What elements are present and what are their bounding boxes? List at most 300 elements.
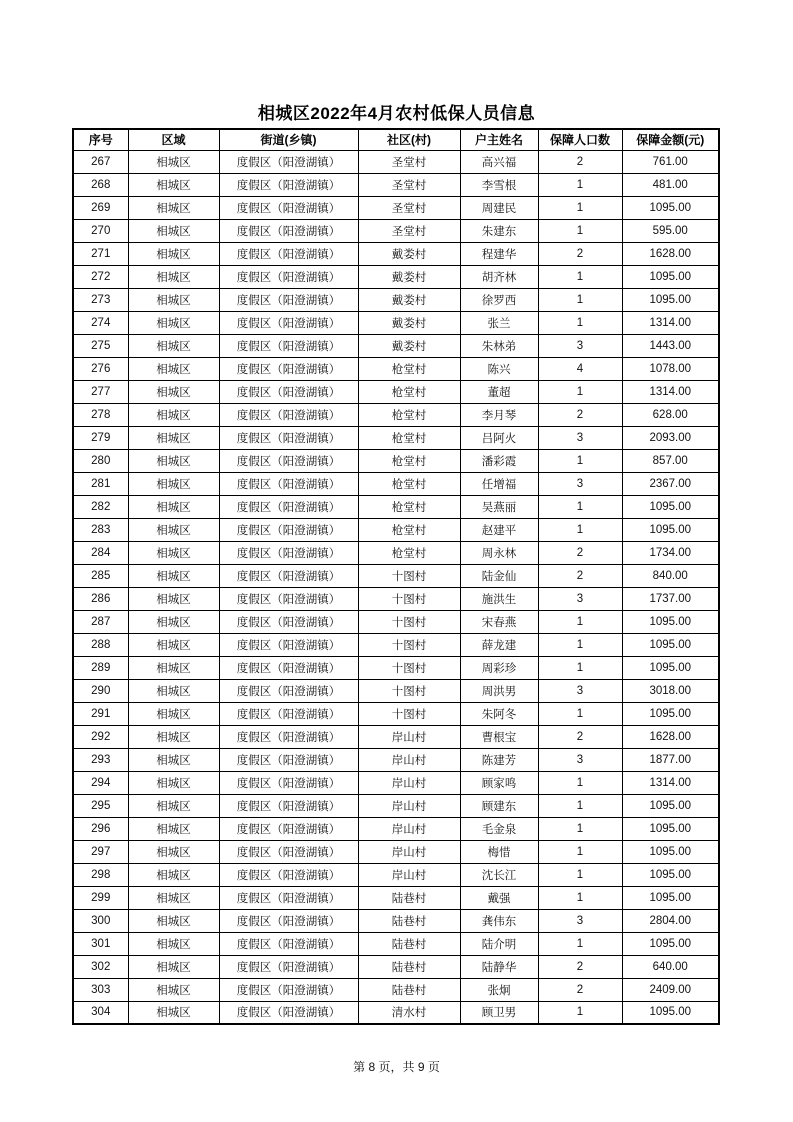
table-row — [73, 426, 719, 449]
table-cell: 1 — [538, 656, 622, 679]
table-cell: 280 — [73, 449, 128, 472]
table-cell: 2 — [538, 541, 622, 564]
table-row — [73, 702, 719, 725]
table-cell: 枪堂村 — [358, 426, 460, 449]
table-cell: 相城区 — [128, 863, 219, 886]
table-cell: 857.00 — [622, 449, 719, 472]
table-cell: 宋春燕 — [460, 610, 538, 633]
table-cell: 1095.00 — [622, 1001, 719, 1024]
table-row — [73, 587, 719, 610]
column-header: 保障金额(元) — [622, 129, 719, 150]
table-cell: 2 — [538, 725, 622, 748]
table-row — [73, 449, 719, 472]
table-cell: 相城区 — [128, 932, 219, 955]
table-cell: 4 — [538, 357, 622, 380]
table-cell: 3 — [538, 909, 622, 932]
table-cell: 291 — [73, 702, 128, 725]
table-cell: 度假区（阳澄湖镇） — [219, 794, 358, 817]
table-cell: 628.00 — [622, 403, 719, 426]
table-cell: 3 — [538, 334, 622, 357]
table-cell: 293 — [73, 748, 128, 771]
table-row — [73, 932, 719, 955]
table-cell: 张兰 — [460, 311, 538, 334]
table-cell: 1095.00 — [622, 633, 719, 656]
table-cell: 陆金仙 — [460, 564, 538, 587]
table-cell: 274 — [73, 311, 128, 334]
table-cell: 302 — [73, 955, 128, 978]
table-cell: 相城区 — [128, 725, 219, 748]
table-cell: 相城区 — [128, 656, 219, 679]
table-cell: 度假区（阳澄湖镇） — [219, 541, 358, 564]
table-cell: 290 — [73, 679, 128, 702]
table-cell: 269 — [73, 196, 128, 219]
table-cell: 277 — [73, 380, 128, 403]
table-row — [73, 1001, 719, 1024]
table-cell: 相城区 — [128, 495, 219, 518]
table-cell: 顾建东 — [460, 794, 538, 817]
table-cell: 潘彩霞 — [460, 449, 538, 472]
table-cell: 度假区（阳澄湖镇） — [219, 518, 358, 541]
table-cell: 岸山村 — [358, 817, 460, 840]
table-cell: 赵建平 — [460, 518, 538, 541]
table-cell: 300 — [73, 909, 128, 932]
table-cell: 1 — [538, 771, 622, 794]
table-cell: 度假区（阳澄湖镇） — [219, 656, 358, 679]
table-cell: 相城区 — [128, 288, 219, 311]
table-cell: 陆巷村 — [358, 909, 460, 932]
table-cell: 相城区 — [128, 587, 219, 610]
table-cell: 282 — [73, 495, 128, 518]
table-cell: 度假区（阳澄湖镇） — [219, 426, 358, 449]
table-cell: 朱林弟 — [460, 334, 538, 357]
table-cell: 圣堂村 — [358, 219, 460, 242]
table-cell: 圣堂村 — [358, 196, 460, 219]
table-cell: 相城区 — [128, 1001, 219, 1024]
table-cell: 十图村 — [358, 610, 460, 633]
table-cell: 279 — [73, 426, 128, 449]
table-cell: 施洪生 — [460, 587, 538, 610]
table-cell: 1628.00 — [622, 725, 719, 748]
table-cell: 相城区 — [128, 334, 219, 357]
table-body — [73, 150, 719, 1024]
table-cell: 3 — [538, 472, 622, 495]
table-cell: 294 — [73, 771, 128, 794]
table-row — [73, 978, 719, 1001]
table-cell: 戴娄村 — [358, 288, 460, 311]
table-row — [73, 656, 719, 679]
table-cell: 1314.00 — [622, 311, 719, 334]
table-cell: 龚伟东 — [460, 909, 538, 932]
table-cell: 1095.00 — [622, 886, 719, 909]
table-cell: 度假区（阳澄湖镇） — [219, 357, 358, 380]
table-row — [73, 863, 719, 886]
table-cell: 相城区 — [128, 679, 219, 702]
table-cell: 岸山村 — [358, 794, 460, 817]
table-row — [73, 403, 719, 426]
table-cell: 276 — [73, 357, 128, 380]
table-cell: 1095.00 — [622, 495, 719, 518]
table-cell: 275 — [73, 334, 128, 357]
table-cell: 3018.00 — [622, 679, 719, 702]
table-cell: 度假区（阳澄湖镇） — [219, 886, 358, 909]
table-row — [73, 150, 719, 173]
table-cell: 1 — [538, 817, 622, 840]
table-cell: 枪堂村 — [358, 380, 460, 403]
table-cell: 281 — [73, 472, 128, 495]
table-cell: 481.00 — [622, 173, 719, 196]
table-cell: 度假区（阳澄湖镇） — [219, 219, 358, 242]
table-row — [73, 633, 719, 656]
table-row — [73, 840, 719, 863]
table-cell: 1314.00 — [622, 380, 719, 403]
table-cell: 304 — [73, 1001, 128, 1024]
table-row — [73, 909, 719, 932]
table-cell: 2367.00 — [622, 472, 719, 495]
table-cell: 相城区 — [128, 472, 219, 495]
table-cell: 十图村 — [358, 564, 460, 587]
table-cell: 295 — [73, 794, 128, 817]
table-cell: 2409.00 — [622, 978, 719, 1001]
table-cell: 2 — [538, 978, 622, 1001]
table-row — [73, 173, 719, 196]
table-cell: 2 — [538, 403, 622, 426]
table-cell: 相城区 — [128, 242, 219, 265]
table-cell: 相城区 — [128, 794, 219, 817]
table-cell: 1877.00 — [622, 748, 719, 771]
table-cell: 1 — [538, 794, 622, 817]
table-cell: 吴燕丽 — [460, 495, 538, 518]
table-cell: 283 — [73, 518, 128, 541]
column-header: 保障人口数 — [538, 129, 622, 150]
table-cell: 周建民 — [460, 196, 538, 219]
table-cell: 相城区 — [128, 311, 219, 334]
table-cell: 度假区（阳澄湖镇） — [219, 150, 358, 173]
table-cell: 戴娄村 — [358, 242, 460, 265]
table-cell: 度假区（阳澄湖镇） — [219, 955, 358, 978]
table-cell: 1 — [538, 518, 622, 541]
table-cell: 圣堂村 — [358, 173, 460, 196]
table-cell: 枪堂村 — [358, 541, 460, 564]
table-row — [73, 955, 719, 978]
table-cell: 相城区 — [128, 817, 219, 840]
table-cell: 1 — [538, 886, 622, 909]
table-cell: 297 — [73, 840, 128, 863]
table-cell: 1095.00 — [622, 863, 719, 886]
table-cell: 度假区（阳澄湖镇） — [219, 472, 358, 495]
table-cell: 度假区（阳澄湖镇） — [219, 449, 358, 472]
table-cell: 度假区（阳澄湖镇） — [219, 702, 358, 725]
table-cell: 1 — [538, 495, 622, 518]
column-header: 序号 — [73, 129, 128, 150]
table-cell: 1628.00 — [622, 242, 719, 265]
table-cell: 相城区 — [128, 265, 219, 288]
table-cell: 陆静华 — [460, 955, 538, 978]
table-cell: 顾卫男 — [460, 1001, 538, 1024]
table-cell: 枪堂村 — [358, 518, 460, 541]
table-cell: 1 — [538, 449, 622, 472]
table-row — [73, 288, 719, 311]
table-cell: 陆巷村 — [358, 978, 460, 1001]
table-row — [73, 265, 719, 288]
table-cell: 度假区（阳澄湖镇） — [219, 771, 358, 794]
table-cell: 张炯 — [460, 978, 538, 1001]
table-cell: 相城区 — [128, 771, 219, 794]
table-row — [73, 541, 719, 564]
table-cell: 1 — [538, 311, 622, 334]
table-cell: 289 — [73, 656, 128, 679]
table-cell: 相城区 — [128, 610, 219, 633]
table-row — [73, 380, 719, 403]
table-cell: 1734.00 — [622, 541, 719, 564]
table-cell: 1 — [538, 1001, 622, 1024]
table-cell: 度假区（阳澄湖镇） — [219, 748, 358, 771]
table-cell: 1 — [538, 610, 622, 633]
table-cell: 1095.00 — [622, 265, 719, 288]
table-cell: 1095.00 — [622, 932, 719, 955]
table-cell: 清水村 — [358, 1001, 460, 1024]
table-cell: 595.00 — [622, 219, 719, 242]
table-cell: 1095.00 — [622, 518, 719, 541]
table-cell: 840.00 — [622, 564, 719, 587]
table-cell: 度假区（阳澄湖镇） — [219, 679, 358, 702]
table-cell: 度假区（阳澄湖镇） — [219, 863, 358, 886]
table-cell: 2 — [538, 564, 622, 587]
table-cell: 相城区 — [128, 702, 219, 725]
table-cell: 1078.00 — [622, 357, 719, 380]
table-cell: 1 — [538, 633, 622, 656]
table-cell: 圣堂村 — [358, 150, 460, 173]
table-cell: 1095.00 — [622, 794, 719, 817]
table-cell: 286 — [73, 587, 128, 610]
table-cell: 徐罗西 — [460, 288, 538, 311]
table-cell: 沈长江 — [460, 863, 538, 886]
table-cell: 度假区（阳澄湖镇） — [219, 840, 358, 863]
table-cell: 枪堂村 — [358, 472, 460, 495]
table-cell: 度假区（阳澄湖镇） — [219, 173, 358, 196]
table-cell: 度假区（阳澄湖镇） — [219, 909, 358, 932]
table-cell: 周彩珍 — [460, 656, 538, 679]
table-cell: 度假区（阳澄湖镇） — [219, 587, 358, 610]
table-cell: 相城区 — [128, 426, 219, 449]
table-row — [73, 725, 719, 748]
table-row — [73, 334, 719, 357]
table-cell: 薛龙建 — [460, 633, 538, 656]
table-cell: 梅惜 — [460, 840, 538, 863]
table-cell: 298 — [73, 863, 128, 886]
table-cell: 3 — [538, 748, 622, 771]
table-cell: 岸山村 — [358, 863, 460, 886]
table-cell: 李月琴 — [460, 403, 538, 426]
table-cell: 2093.00 — [622, 426, 719, 449]
table-cell: 枪堂村 — [358, 449, 460, 472]
table-cell: 度假区（阳澄湖镇） — [219, 817, 358, 840]
table-cell: 戴娄村 — [358, 334, 460, 357]
table-cell: 度假区（阳澄湖镇） — [219, 725, 358, 748]
table-cell: 度假区（阳澄湖镇） — [219, 288, 358, 311]
table-cell: 周永林 — [460, 541, 538, 564]
table-row — [73, 610, 719, 633]
table-cell: 2804.00 — [622, 909, 719, 932]
table-cell: 761.00 — [622, 150, 719, 173]
table-row — [73, 196, 719, 219]
table-cell: 1095.00 — [622, 840, 719, 863]
table-cell: 2 — [538, 150, 622, 173]
table-cell: 相城区 — [128, 633, 219, 656]
table-cell: 1 — [538, 932, 622, 955]
table-row — [73, 357, 719, 380]
table-row — [73, 679, 719, 702]
table-cell: 度假区（阳澄湖镇） — [219, 932, 358, 955]
table-row — [73, 472, 719, 495]
table-row — [73, 219, 719, 242]
table-cell: 2 — [538, 242, 622, 265]
table-cell: 1095.00 — [622, 288, 719, 311]
table-row — [73, 242, 719, 265]
table-cell: 相城区 — [128, 564, 219, 587]
table-cell: 1 — [538, 265, 622, 288]
table-cell: 周洪男 — [460, 679, 538, 702]
table-cell: 278 — [73, 403, 128, 426]
table-row — [73, 748, 719, 771]
table-cell: 相城区 — [128, 541, 219, 564]
table-cell: 度假区（阳澄湖镇） — [219, 380, 358, 403]
table-cell: 戴娄村 — [358, 265, 460, 288]
table-cell: 相城区 — [128, 978, 219, 1001]
table-cell: 戴娄村 — [358, 311, 460, 334]
table-cell: 陆巷村 — [358, 886, 460, 909]
table-cell: 296 — [73, 817, 128, 840]
table-cell: 1095.00 — [622, 196, 719, 219]
table-row — [73, 518, 719, 541]
table-cell: 287 — [73, 610, 128, 633]
table-cell: 相城区 — [128, 518, 219, 541]
table-cell: 十图村 — [358, 656, 460, 679]
table-cell: 相城区 — [128, 403, 219, 426]
table-cell: 288 — [73, 633, 128, 656]
table-cell: 度假区（阳澄湖镇） — [219, 633, 358, 656]
table-cell: 度假区（阳澄湖镇） — [219, 610, 358, 633]
table-cell: 2 — [538, 955, 622, 978]
table-cell: 戴强 — [460, 886, 538, 909]
table-cell: 1 — [538, 196, 622, 219]
table-row — [73, 886, 719, 909]
table-cell: 度假区（阳澄湖镇） — [219, 196, 358, 219]
table-cell: 1 — [538, 863, 622, 886]
table-cell: 1095.00 — [622, 817, 719, 840]
table-cell: 陈兴 — [460, 357, 538, 380]
table-cell: 相城区 — [128, 449, 219, 472]
table-cell: 岸山村 — [358, 748, 460, 771]
column-header: 街道(乡镇) — [219, 129, 358, 150]
table-cell: 272 — [73, 265, 128, 288]
table-cell: 度假区（阳澄湖镇） — [219, 265, 358, 288]
table-cell: 268 — [73, 173, 128, 196]
table-cell: 3 — [538, 426, 622, 449]
table-cell: 岸山村 — [358, 771, 460, 794]
welfare-data-table — [72, 128, 720, 1025]
table-cell: 吕阿火 — [460, 426, 538, 449]
table-row — [73, 564, 719, 587]
table-cell: 度假区（阳澄湖镇） — [219, 978, 358, 1001]
table-cell: 1095.00 — [622, 702, 719, 725]
table-cell: 640.00 — [622, 955, 719, 978]
table-cell: 299 — [73, 886, 128, 909]
table-cell: 1314.00 — [622, 771, 719, 794]
table-header-row — [73, 129, 719, 150]
table-cell: 285 — [73, 564, 128, 587]
table-cell: 3 — [538, 679, 622, 702]
table-cell: 相城区 — [128, 955, 219, 978]
table-cell: 1 — [538, 219, 622, 242]
page-title: 相城区2022年4月农村低保人员信息 — [257, 104, 536, 123]
table-cell: 1443.00 — [622, 334, 719, 357]
table-cell: 3 — [538, 587, 622, 610]
table-cell: 301 — [73, 932, 128, 955]
table-cell: 271 — [73, 242, 128, 265]
column-header: 户主姓名 — [460, 129, 538, 150]
table-cell: 度假区（阳澄湖镇） — [219, 1001, 358, 1024]
table-cell: 1 — [538, 702, 622, 725]
table-cell: 程建华 — [460, 242, 538, 265]
table-cell: 胡齐林 — [460, 265, 538, 288]
table-cell: 朱阿冬 — [460, 702, 538, 725]
table-cell: 陆巷村 — [358, 955, 460, 978]
table-cell: 度假区（阳澄湖镇） — [219, 495, 358, 518]
column-header: 社区(村) — [358, 129, 460, 150]
table-cell: 陈建芳 — [460, 748, 538, 771]
table-cell: 岸山村 — [358, 840, 460, 863]
table-cell: 相城区 — [128, 380, 219, 403]
table-cell: 相城区 — [128, 886, 219, 909]
table-cell: 303 — [73, 978, 128, 1001]
table-cell: 高兴福 — [460, 150, 538, 173]
table-row — [73, 311, 719, 334]
table-cell: 相城区 — [128, 219, 219, 242]
table-cell: 度假区（阳澄湖镇） — [219, 242, 358, 265]
table-cell: 十图村 — [358, 702, 460, 725]
table-cell: 度假区（阳澄湖镇） — [219, 403, 358, 426]
table-cell: 相城区 — [128, 909, 219, 932]
table-cell: 1095.00 — [622, 610, 719, 633]
table-row — [73, 817, 719, 840]
table-cell: 朱建东 — [460, 219, 538, 242]
table-cell: 枪堂村 — [358, 495, 460, 518]
table-cell: 相城区 — [128, 840, 219, 863]
table-cell: 顾家鸣 — [460, 771, 538, 794]
table-cell: 1737.00 — [622, 587, 719, 610]
table-cell: 陆巷村 — [358, 932, 460, 955]
table-cell: 枪堂村 — [358, 403, 460, 426]
table-cell: 267 — [73, 150, 128, 173]
table-cell: 度假区（阳澄湖镇） — [219, 564, 358, 587]
table-cell: 毛金泉 — [460, 817, 538, 840]
table-cell: 相城区 — [128, 173, 219, 196]
table-cell: 相城区 — [128, 196, 219, 219]
table-cell: 1 — [538, 173, 622, 196]
table-cell: 1095.00 — [622, 656, 719, 679]
column-header: 区域 — [128, 129, 219, 150]
table-cell: 292 — [73, 725, 128, 748]
table-cell: 曹根宝 — [460, 725, 538, 748]
table-row — [73, 495, 719, 518]
table-cell: 1 — [538, 288, 622, 311]
table-cell: 相城区 — [128, 357, 219, 380]
table-cell: 度假区（阳澄湖镇） — [219, 311, 358, 334]
table-cell: 1 — [538, 380, 622, 403]
table-cell: 相城区 — [128, 150, 219, 173]
table-cell: 十图村 — [358, 679, 460, 702]
table-cell: 枪堂村 — [358, 357, 460, 380]
